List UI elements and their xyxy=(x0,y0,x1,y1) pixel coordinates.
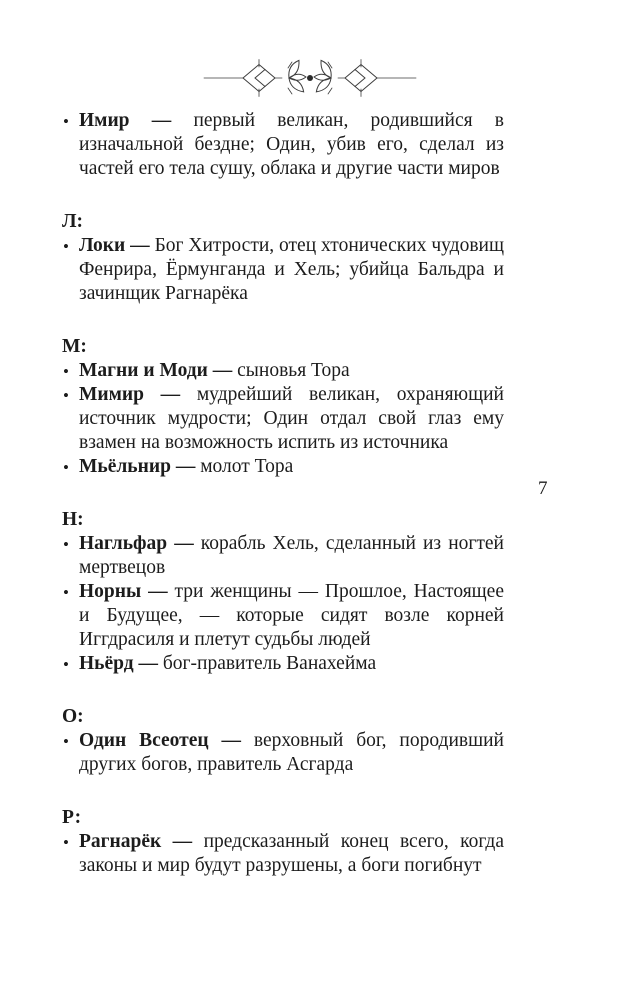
entry-description: верховный бог, породивший других богов, правитель Асгарда xyxy=(79,730,504,775)
bullet-icon: • xyxy=(63,655,69,674)
glossary-entry xyxy=(62,359,504,383)
term-separator: — xyxy=(141,581,175,602)
entry-description: бог-правитель Ванахейма xyxy=(162,653,377,674)
floral-flourish-icon xyxy=(202,50,418,106)
glossary-section-m xyxy=(62,335,504,479)
term-separator: — xyxy=(207,360,238,381)
entry-description: предсказанный конец всего, когда законы и мир будут разрушены, а боги погибнут xyxy=(79,831,504,876)
entry-term: Мимир — xyxy=(79,384,197,405)
entry-term: Имир — xyxy=(79,110,194,131)
glossary-entry xyxy=(62,580,504,652)
entry-term: Нагльфар — xyxy=(79,533,201,554)
entry-term: Магни и Моди — xyxy=(79,360,238,381)
entry-description: молот Тора xyxy=(200,456,294,477)
bullet-icon: • xyxy=(63,732,69,751)
ornament-divider xyxy=(0,50,619,111)
glossary-section-r xyxy=(62,806,504,878)
entry-term: Мьёльнир — xyxy=(79,456,201,477)
entry-term: Один Всеотец — xyxy=(79,730,254,751)
term-separator: — xyxy=(133,653,163,674)
term-separator: — xyxy=(125,235,155,256)
bullet-icon: • xyxy=(63,535,69,554)
bullet-icon: • xyxy=(63,362,69,381)
entry-term: Рагнарёк — xyxy=(79,831,204,852)
term-separator: — xyxy=(161,831,204,852)
letter-header: Н: xyxy=(62,509,84,530)
term-separator: — xyxy=(167,533,201,554)
entry-description: Бог Хитрости, отец хтонических чудовищ Фенрира, Ёрмунганда и Хель; убийца Бальдра и зачинщик Рагнарёка xyxy=(79,235,505,304)
bullet-icon: • xyxy=(63,386,69,405)
bullet-icon: • xyxy=(63,237,69,256)
letter-header: М: xyxy=(62,336,87,357)
letter-header: Л: xyxy=(62,211,84,232)
bullet-icon: • xyxy=(63,112,69,131)
entry-description: корабль Хель, сделанный из ногтей мертвецов xyxy=(79,533,504,578)
entry-description: три женщины — Прошлое, Настоящее и Будущее, — которые сидят возле корней Иггдрасиля и плетут судьбы людей xyxy=(79,581,504,650)
entry-description: сыновья Тора xyxy=(237,360,350,381)
bullet-icon: • xyxy=(63,833,69,852)
glossary-section-i xyxy=(62,109,504,181)
entry-description: первый великан, родившийся в изначальной бездне; Один, убив его, сделал из частей его тела сушу, облака и другие части миров xyxy=(79,110,504,179)
glossary-entry xyxy=(62,383,504,455)
glossary-section-l xyxy=(62,210,504,306)
term-separator: — xyxy=(208,730,254,751)
glossary-entry xyxy=(62,234,504,306)
page-number: 7 xyxy=(538,478,548,499)
entry-term: Норны — xyxy=(79,581,175,602)
glossary-entry xyxy=(62,532,504,580)
glossary-section-n xyxy=(62,508,504,676)
letter-header: Р: xyxy=(62,807,82,828)
glossary-entry xyxy=(62,652,504,676)
glossary-entry xyxy=(62,729,504,777)
term-separator: — xyxy=(170,456,201,477)
letter-header: О: xyxy=(62,706,84,727)
bullet-icon: • xyxy=(63,458,69,477)
bullet-icon: • xyxy=(63,583,69,602)
term-separator: — xyxy=(144,384,197,405)
glossary-entry xyxy=(62,830,504,878)
glossary-entry xyxy=(62,109,504,181)
term-separator: — xyxy=(129,110,194,131)
entry-term: Локи — xyxy=(79,235,155,256)
glossary-content xyxy=(62,109,504,878)
entry-description: мудрейший великан, охраняющий источник мудрости; Один отдал свой глаз ему взамен на возможность испить из источника xyxy=(79,384,504,453)
glossary-section-o xyxy=(62,705,504,777)
entry-term: Ньёрд — xyxy=(79,653,163,674)
glossary-entry xyxy=(62,455,504,479)
